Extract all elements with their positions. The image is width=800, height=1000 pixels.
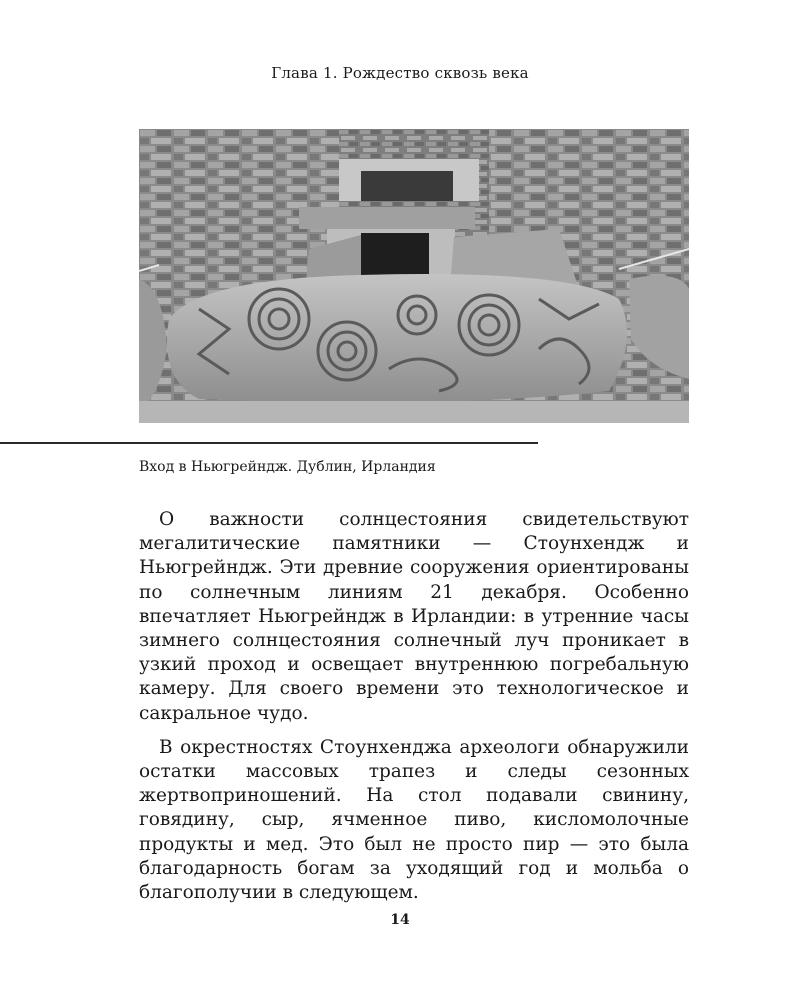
newgrange-entrance-photo <box>139 129 689 423</box>
page-number: 14 <box>390 912 410 928</box>
figure-caption: Вход в Ньюгрейндж. Дублин, Ирландия <box>139 459 436 475</box>
running-header: Глава 1. Рождество сквозь века <box>271 64 529 82</box>
body-text <box>139 508 689 915</box>
paragraph-2: В окрестностях Стоунхенджа археологи обнаружили остатки массовых трапез и следы сезонных жертвоприношений. На стол подавали свинину, говядину, сыр, ячменное пиво, кисломолочные продукты и мед. Это был не просто пир — это была благодарность богам за уходящий год и мольба о благополучии в следующем. <box>139 736 689 904</box>
paragraph-1: О важности солнцестояния свидетельствуют мегалитические памятники — Стоунхендж и Ньюгрейндж. Эти древние сооружения ориентированы по солнечным линиям 21 декабря. Особенно впечатляет Ньюгрейндж в Ирландии: в утренние часы зимнего солнцестояния солнечный луч проникает в узкий проход и освещает внутреннюю погребальную камеру. Для своего времени это технологическое и сакральное чудо. <box>139 509 689 724</box>
caption-rule <box>0 442 538 444</box>
